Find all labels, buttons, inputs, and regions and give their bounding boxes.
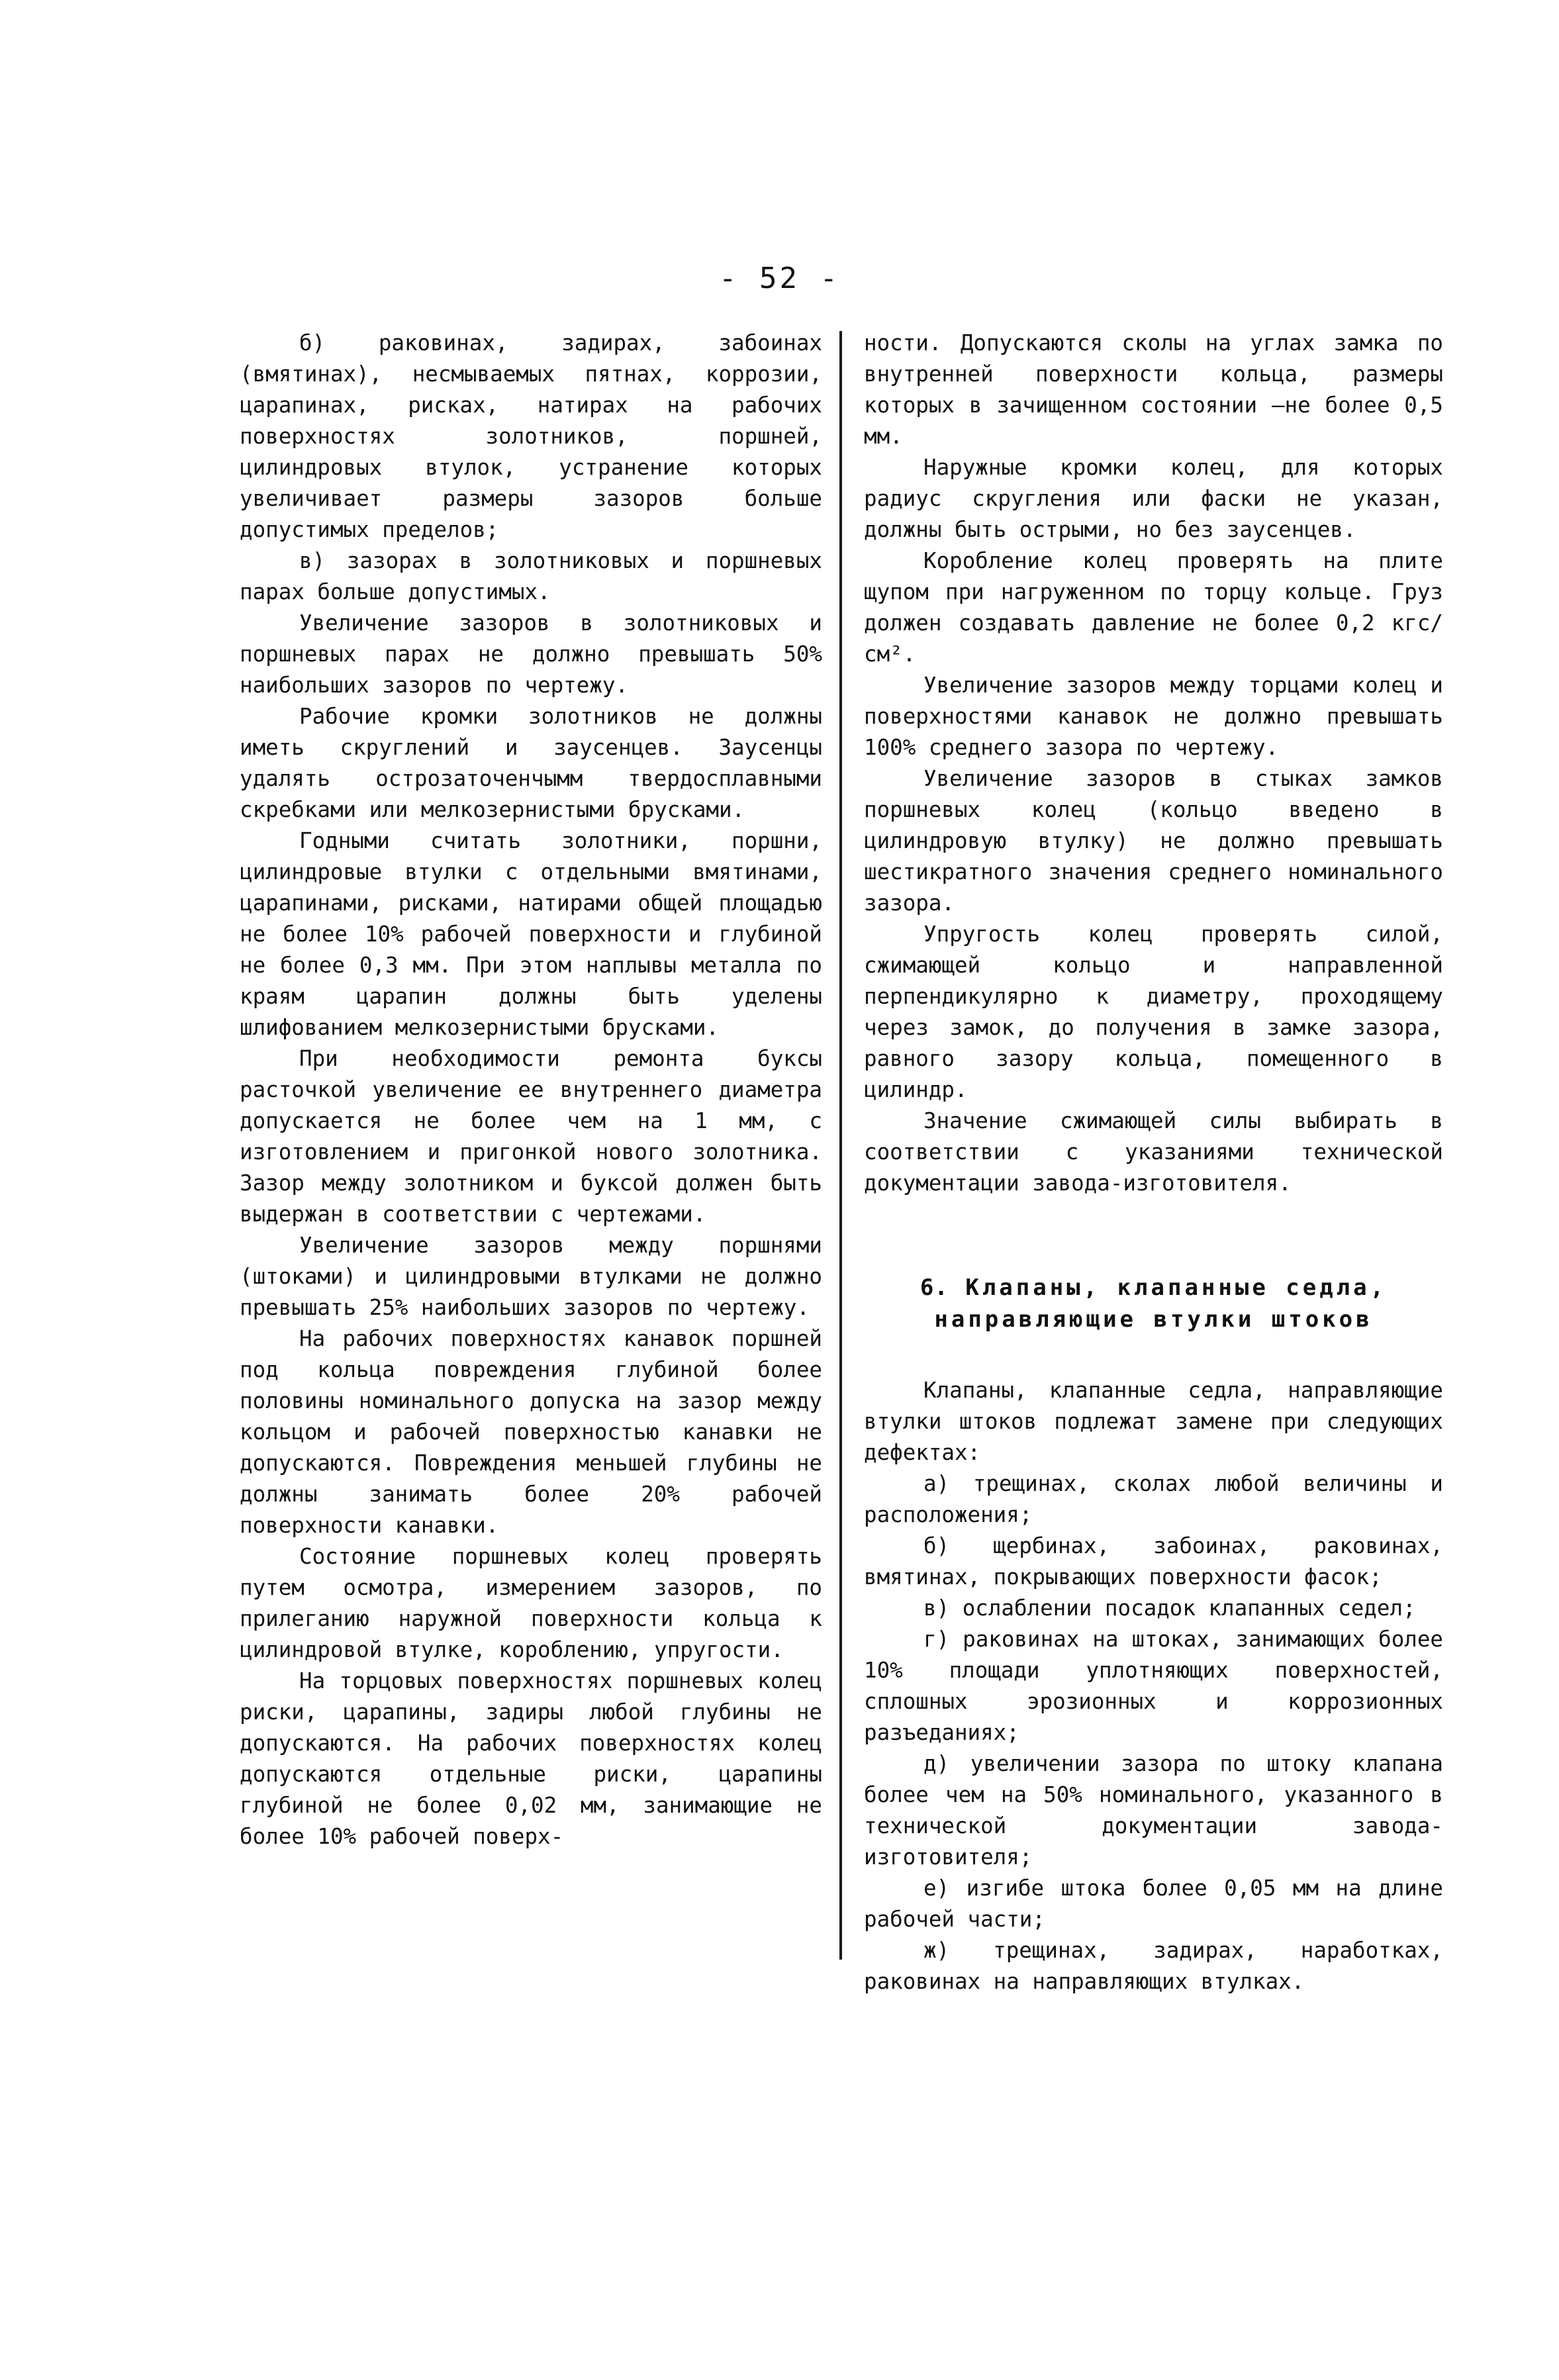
list-item: в) ослаблении посадок клапанных седел; <box>923 1595 1416 1621</box>
paragraph: Годными считать золотники, поршни, цилиндровые втулки с отдельными вмятинами, царапинами, рисками, натирами общей площадью не более 10% рабочей поверхности и глубиной не более 0,3 мм. При этом наплывы металла по краям царапин должны быть уделены шлифованием мелкозернистыми брусками. <box>240 828 822 1040</box>
paragraph: ности. Допускаются сколы на углах замка по внутренней поверхности кольца, размеры которых в зачищенном состоянии —не более 0,5 мм. <box>864 330 1443 449</box>
paragraph: Состояние поршневых колец проверять путем осмотра, измерением зазоров, по прилеганию наружной поверхности кольца к цилиндровой втулке, короблению, упругости. <box>240 1544 822 1662</box>
list-item: г) раковинах на штоках, занимающих более 10% площади уплотняющих поверхностей, сплошных эрозионных и коррозионных разъеданиях; <box>864 1627 1443 1745</box>
paragraph: На торцовых поверхностях поршневых колец риски, царапины, задиры любой глубины не допускаются. На рабочих поверхностях колец допускаются отдельные риски, царапины глубиной не более 0,02 мм, занимающие не более 10% рабочей поверх- <box>240 1668 822 1849</box>
column-divider <box>839 331 842 1960</box>
paragraph: Увеличение зазоров между торцами колец и поверхностями канавок не должно превышать 100% среднего зазора по чертежу. <box>864 673 1443 760</box>
paragraph: На рабочих поверхностях канавок поршней под кольца повреждения глубиной более половины номинального допуска на зазор между кольцом и рабочей поверхностью канавки не допускаются. Повреждения меньшей глубины не должны занимать более 20% рабочей поверхности канавки. <box>240 1326 822 1538</box>
section-title-line-1: Клапаны, клапанные седла, <box>965 1274 1388 1301</box>
paragraph: Увеличение зазоров в стыках замков поршневых колец (кольцо введено в цилиндровую втулку) не должно превышать шестикратного значения среднего номинального зазора. <box>864 766 1443 916</box>
paragraph: Наружные кромки колец, для которых радиус скругления или фаски не указан, должны быть острыми, но без заусенцев. <box>864 455 1443 542</box>
paragraph: б) раковинах, задирах, забоинах (вмятинах), несмываемых пятнах, коррозии, царапинах, рисках, натирах на рабочих поверхностях золотников, поршней, цилиндровых втулок, устранение которых увеличивает размеры зазоров больше допустимых пределов; <box>240 330 822 542</box>
paragraph: Значение сжимающей силы выбирать в соответствии с указаниями технической документации завода-изготовителя. <box>864 1108 1443 1196</box>
paragraph: Увеличение зазоров в золотниковых и поршневых парах не должно превышать 50% наибольших зазоров по чертежу. <box>240 610 822 698</box>
left-column <box>240 328 822 1852</box>
paragraph: в) зазорах в золотниковых и поршневых парах больше допустимых. <box>240 548 822 604</box>
paragraph: При необходимости ремонта буксы расточкой увеличение ее внутреннего диаметра допускается не более чем на 1 мм, с изготовлением и пригонкой нового золотника. Зазор между золотником и буксой должен быть выдержан в соответствии с чертежами. <box>240 1046 822 1227</box>
section-number: 6. <box>920 1274 949 1301</box>
paragraph: Увеличение зазоров между поршнями (штоками) и цилиндровыми втулками не должно превышать 25% наибольших зазоров по чертежу. <box>240 1233 822 1320</box>
right-column <box>864 328 1443 1997</box>
list-item: д) увеличении зазора по штоку клапана более чем на 50% номинального, указанного в технической документации завода-изготовителя; <box>864 1751 1443 1870</box>
paragraph: Коробление колец проверять на плите щупом при нагруженном по торцу кольце. Груз должен создавать давление не более 0,2 кгс/см². <box>864 548 1443 667</box>
list-item: е) изгибе штока более 0,05 мм на длине рабочей части; <box>864 1876 1443 1932</box>
page-number: - 52 - <box>719 262 840 295</box>
section-heading <box>864 1272 1443 1335</box>
list-item: б) щербинах, забоинах, раковинах, вмятинах, покрывающих поверхности фасок; <box>864 1533 1443 1590</box>
list-item: а) трещинах, сколах любой величины и расположения; <box>864 1471 1443 1527</box>
paragraph: Клапаны, клапанные седла, направляющие втулки штоков подлежат замене при следующих дефектах: <box>864 1378 1443 1465</box>
section-heading-line-1 <box>864 1272 1443 1304</box>
paragraph: Рабочие кромки золотников не должны иметь скруглений и заусенцев. Заусенцы удалять острозаточенчымм твердосплавными скребками или мелкозернистыми брусками. <box>240 704 822 822</box>
list-item: ж) трещинах, задирах, наработках, раковинах на направляющих втулках. <box>864 1938 1443 1994</box>
section-title-line-2: направляющие втулки штоков <box>934 1306 1373 1333</box>
paragraph: Упругость колец проверять силой, сжимающей кольцо и направленной перпендикулярно к диаметру, проходящему через замок, до получения в замке зазора, равного зазору кольца, помещенного в цилиндр. <box>864 922 1443 1102</box>
